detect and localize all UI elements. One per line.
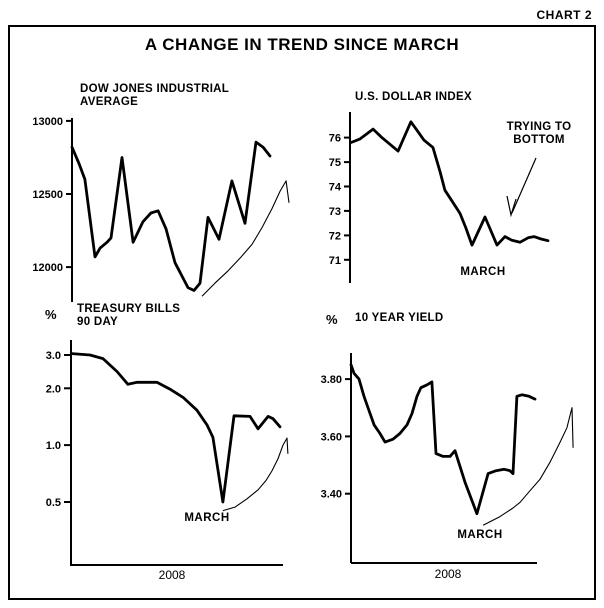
annotation-arrow-shaft [512, 158, 536, 213]
treasury-bill-rate-series [72, 354, 280, 502]
y-axis-tick-label: 12500 [32, 189, 63, 201]
y-axis-tick-label: 73 [328, 205, 341, 218]
y-axis-tick-label: 13000 [32, 115, 63, 128]
y-axis-tick-label: 74 [328, 181, 341, 194]
dollar-index-plot [329, 112, 548, 283]
y-axis-tick-label: 71 [328, 254, 341, 267]
trying-to-bottom-line2: BOTTOM [513, 134, 565, 146]
y-axis-tick-label: 75 [328, 157, 341, 170]
treasury-plot [46, 340, 288, 565]
yield-trend-projection-series [483, 408, 573, 526]
yield-title: 10 YEAR YIELD [355, 312, 444, 324]
treasury-percent-sign: % [45, 307, 57, 322]
yield-percent-sign: % [326, 312, 338, 327]
treasury-x-axis-label: 2008 [158, 568, 186, 582]
ten-year-yield-series [351, 365, 535, 514]
dow-jones-title-line1: DOW JONES INDUSTRIAL [80, 83, 230, 95]
dollar-index-title: U.S. DOLLAR INDEX [355, 91, 472, 103]
treasury-march-label: MARCH [184, 512, 230, 524]
chart-number-label: CHART 2 [536, 8, 592, 22]
treasury-trend-projection-series [223, 438, 288, 511]
y-axis-tick-label: 76 [328, 132, 341, 145]
treasury-title-line2: 90 DAY [77, 316, 119, 328]
y-axis-tick-label: 2.0 [45, 383, 61, 396]
dollar-march-label: MARCH [460, 266, 506, 278]
treasury-title-line1: TREASURY BILLS [77, 303, 181, 315]
y-axis-tick-label: 72 [328, 230, 341, 243]
y-axis-tick-label: 0.5 [45, 497, 61, 509]
y-axis-tick-label: 3.80 [320, 374, 342, 387]
yield-march-label: MARCH [457, 529, 503, 541]
yield-plot [321, 353, 574, 563]
dow-jones-price-series [72, 142, 270, 290]
dow-jones-title-line2: AVERAGE [80, 96, 139, 108]
dow-jones-plot [32, 116, 289, 302]
trying-to-bottom-line1: TRYING TO [506, 121, 572, 133]
dow-jones-trend-projection-series [202, 181, 289, 296]
y-axis-tick-label: 3.40 [320, 488, 342, 501]
us-dollar-index-series [351, 122, 548, 245]
page-title: A CHANGE IN TREND SINCE MARCH [144, 35, 460, 54]
y-axis-tick-label: 3.60 [320, 431, 342, 444]
y-axis-tick-label: 12000 [32, 262, 63, 275]
y-axis-tick-label: 1.0 [45, 440, 61, 453]
y-axis-tick-label: 3.0 [45, 350, 61, 362]
yield-x-axis-label: 2008 [434, 567, 462, 581]
